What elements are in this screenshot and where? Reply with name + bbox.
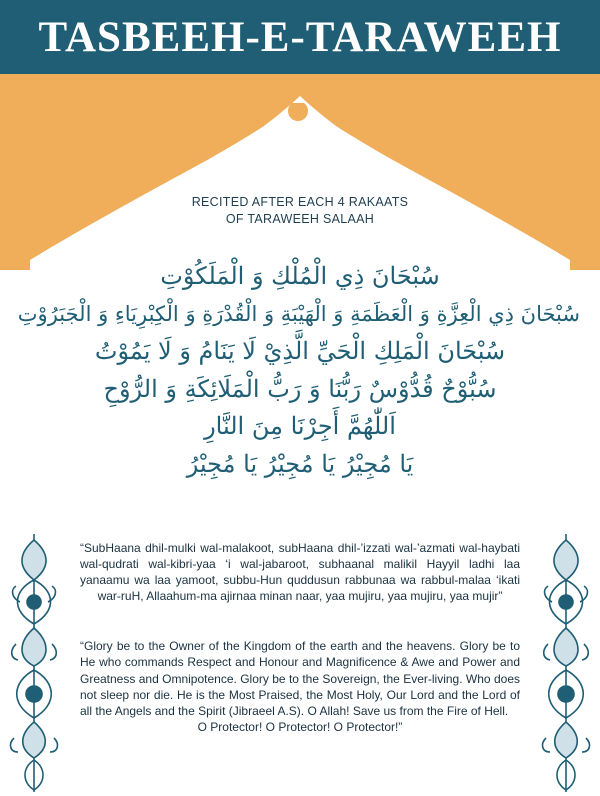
- arabic-line: سُبْحَانَ ذِي الْمُلْكِ وَ الْمَلَكُوْتِ: [160, 262, 440, 290]
- subtitle-line-2: OF TARAWEEH SALAAH: [225, 212, 375, 226]
- floral-ornament-icon: [538, 532, 594, 794]
- floral-ornament-icon: [6, 532, 62, 794]
- subtitle-line-1: RECITED AFTER EACH 4 RAKAATS: [191, 195, 409, 209]
- arabic-line: يَا مُجِيْرُ يَا مُجِيْرُ يَا مُجِيْرُ: [186, 449, 414, 478]
- translation-closing: O Protector! O Protector! O Protector!”: [197, 720, 403, 735]
- translation-body: “Glory be to the Owner of the Kingdom of the earth and the heavens. Glory be to He who commands Respect and Honour and Magnificence & Awe and Power and Greatness and Omnipotence. Glory be to the Sovereign, the Ever-living. Who does not sleep nor die. He is the Most Praised, the Most Holy, Our Lord and the Lord of all the Angels and the Spirit (Jibraeel A.S). O Allah! Save us from the Fire of Hell.: [80, 639, 520, 719]
- arabic-line: اَللّٰهُمَّ أَجِرْنَا مِنَ النَّارِ: [204, 412, 396, 440]
- subtitle: [150, 194, 450, 228]
- arabic-text-block: [17, 258, 580, 483]
- arabic-line: سُبْحَانَ الْمَلِكِ الْحَيِّ الَّذِيْ لَا يَنَامُ وَ لَا يَمُوْتُ: [94, 337, 506, 365]
- translation-text: [80, 638, 520, 736]
- arabic-line: سُبُّوْحٌ قُدُّوْسٌ رَبُّنَا وَ رَبُّ الْمَلَائِكَةِ وَ الرُّوْحِ: [103, 374, 497, 403]
- page-title: TASBEEH-E-TARAWEEH: [38, 13, 562, 61]
- title-banner: [0, 0, 600, 74]
- arabic-line: سُبْحَانَ ذِي الْعِزَّةِ وَ الْعَظَمَةِ وَ الْهَيْبَةِ وَ الْقُدْرَةِ وَ الْكِبْرِيَاءِ وَ الْجَبَرُوْتِ: [17, 301, 580, 326]
- crescent-moon-icon: [283, 103, 313, 133]
- transliteration-text: “SubHaana dhil-mulki wal-malakoot, subHaana dhil-’izzati wal-’azmati wal-haybati wal-qudrati wal-kibri-yaa ‘i wal-jabaroot, subhaanal malikil Hayyil ladhi laa yanaamu wa laa yamoot, subbu-Hun quddusun rabbunaa wa rabbul-malaa ‘ikati war-ruH, Allaahum-ma ajirnaa minan naar, yaa mujiru, yaa mujiru, yaa mujir”: [80, 541, 520, 603]
